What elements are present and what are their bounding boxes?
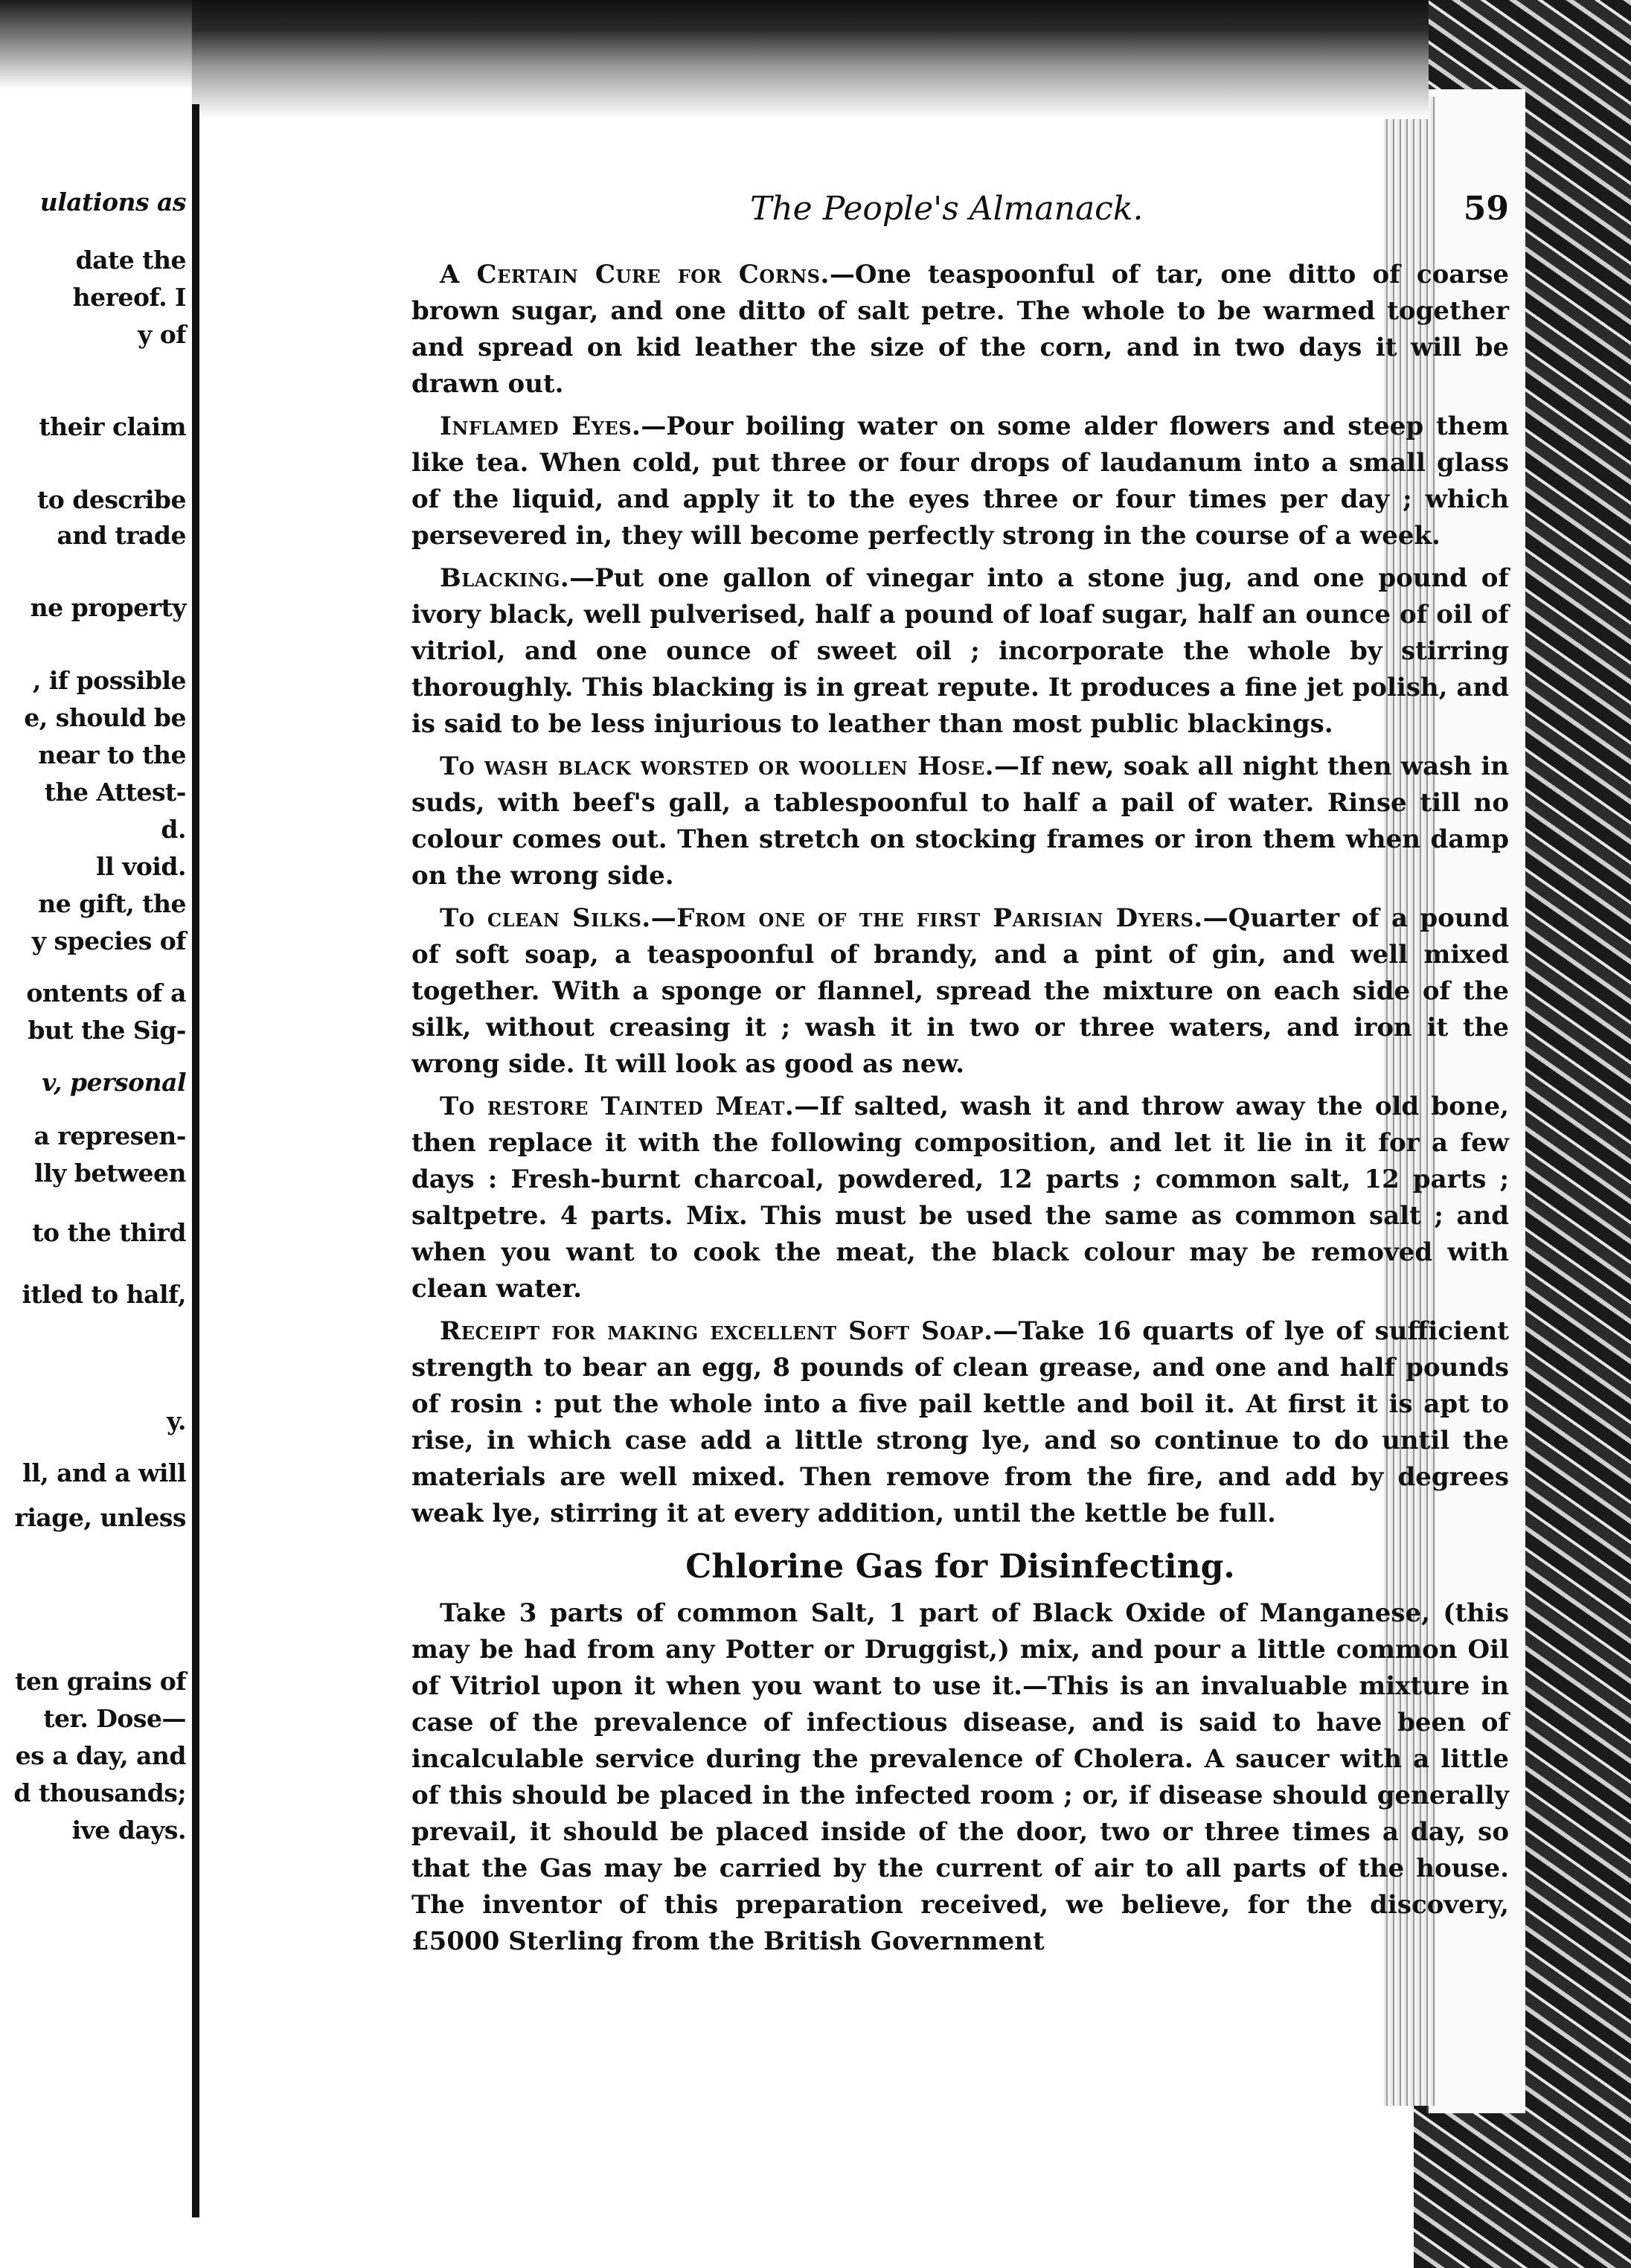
left-fragment: ive days. [71, 1816, 186, 1845]
left-fragment: hereof. I [72, 283, 186, 312]
recipe-entry [411, 900, 1509, 1083]
left-fragment: ontents of a [26, 978, 186, 1008]
left-page [0, 0, 192, 2268]
left-fragment: y species of [31, 926, 186, 955]
book-gutter [192, 104, 199, 2217]
left-fragment: ne gift, the [38, 889, 186, 918]
top-shadow [164, 0, 1429, 119]
entry-body: —Pour boiling water on some alder flowers and steep them like tea. When cold, put three or four drops of laudanum into a small glass of the liquid, and apply it to the eyes three or four times per day ; which persevered in, they will become perfectly strong in the course of a week. [411, 411, 1509, 551]
left-fragment: ne property [30, 593, 186, 622]
left-fragment: ter. Dose— [43, 1704, 186, 1733]
left-fragment: date the [75, 246, 186, 275]
entry-body: —If salted, wash it and throw away the old bone, then replace it with the following composition, and let it lie in it for a few days : Fresh-burnt charcoal, powdered, 12 parts ; common salt, 12 parts ; saltpetre. 4 parts. Mix. This must be used the same as common salt ; and when you want to cook the meat, the black colour may be removed with clean water. [411, 1092, 1509, 1304]
left-fragment: their claim [39, 412, 186, 441]
left-fragment: d. [161, 815, 186, 844]
left-fragment: riage, unless [14, 1503, 186, 1532]
left-fragment: es a day, and [15, 1741, 186, 1770]
entry-heading: To restore Tainted Meat. [440, 1092, 795, 1121]
entry-body: —Put one gallon of vinegar into a stone jug, and one pound of ivory black, well pulverised, half a pound of loaf sugar, half an ounce of oil of vitriol, and one ounce of sweet oil ; incorporate the whole by stirring thoroughly. This blacking is in great repute. It produces a fine jet polish, and is said to be less injurious to leather than most public blackings. [411, 563, 1509, 739]
left-fragment: v, personal [42, 1068, 186, 1097]
left-fragment: d thousands; [13, 1778, 186, 1807]
left-fragment: and trade [57, 521, 186, 550]
recipe-entry [411, 749, 1509, 894]
entry-heading: Blacking. [440, 563, 570, 593]
entry-body: —If new, soak all night then wash in suds, with beef's gall, a tablespoonful to half a pail of water. Rinse till no colour comes out. Then stretch on stocking frames or iron them when damp on the wrong side. [411, 752, 1509, 891]
left-fragment: ll, and a will [22, 1458, 186, 1487]
left-fragment: itled to half, [22, 1280, 186, 1309]
running-title: The People's Almanack. [750, 190, 1144, 228]
entry-heading: To clean Silks.—From one of the first Parisian Dyers. [440, 903, 1203, 933]
left-fragment: ten grains of [15, 1667, 186, 1696]
entry-body: —Take 16 quarts of lye of sufficient strength to bear an egg, 8 pounds of clean grease, and one and half pounds of rosin : put the whole into a five pail kettle and boil it. At first it is apt to rise, in which case add a little strong lye, and so continue to do until the materials are well mixed. Then remove from the fire, and add by degrees weak lye, stirring it at every addition, until the kettle be full. [411, 1316, 1509, 1528]
left-fragment: y of [138, 320, 186, 349]
left-fragment: the Attest- [44, 778, 186, 807]
left-fragment: a represen- [33, 1121, 186, 1150]
page-header [750, 190, 1509, 234]
left-fragment: y. [167, 1406, 186, 1435]
page-content [411, 257, 1509, 1966]
left-fragment: ulations as [39, 188, 186, 217]
left-fragment: near to the [38, 740, 186, 769]
entry-heading: To wash black worsted or woollen Hose. [440, 752, 994, 781]
entry-heading: Inflamed Eyes. [440, 411, 641, 441]
recipe-entry [411, 560, 1509, 743]
entry-body: —One teaspoonful of tar, one ditto of coarse brown sugar, and one ditto of salt petre. The whole to be warmed together and spread on kid leather the size of the corn, and in two days it will be drawn out. [411, 260, 1510, 399]
left-fragment: ll void. [96, 852, 186, 881]
left-page-shadow [0, 0, 192, 89]
entry-heading: A Certain Cure for Corns. [440, 260, 830, 289]
recipe-entry [411, 257, 1509, 403]
entry-heading: Receipt for making excellent Soft Soap. [440, 1316, 993, 1346]
right-page [199, 119, 1510, 2203]
recipe-entry [411, 1313, 1509, 1532]
left-fragment: , if possible [32, 666, 186, 695]
left-fragment: e, should be [24, 703, 186, 732]
recipe-entry [411, 409, 1509, 554]
entry-body: —Quarter of a pound of soft soap, a teaspoonful of brandy, and a pint of gin, and well mixed together. With a sponge or flannel, spread the mixture on each side of the silk, without creasing it ; wash it in two or three waters, and iron it the wrong side. It will look as good as new. [411, 903, 1509, 1079]
left-fragment: to describe [37, 485, 186, 514]
recipe-entry [411, 1089, 1509, 1307]
left-fragment: but the Sig- [28, 1016, 186, 1045]
left-fragment: to the third [32, 1218, 186, 1247]
left-fragment: lly between [34, 1159, 186, 1188]
section-title: Chlorine Gas for Disinfecting. [685, 1548, 1235, 1586]
page-number: 59 [1463, 190, 1509, 228]
section-body: Take 3 parts of common Salt, 1 part of Black Oxide of Manganese, (this may be had from any Potter or Druggist,) mix, and pour a little common Oil of Vitriol upon it when you want to use it.—This is an invaluable mixture in case of the prevalence of infectious disease, and is said to have been of incalculable service during the prevalence of Cholera. A saucer with a little of this should be placed in the infected room ; or, if disease should generally prevail, it should be placed inside of the door, two or three times a day, so that the Gas may be carried by the current of air to all parts of the house. The inventor of this preparation received, we believe, for the discovery, £5000 Sterling from the British Government [411, 1598, 1509, 1956]
